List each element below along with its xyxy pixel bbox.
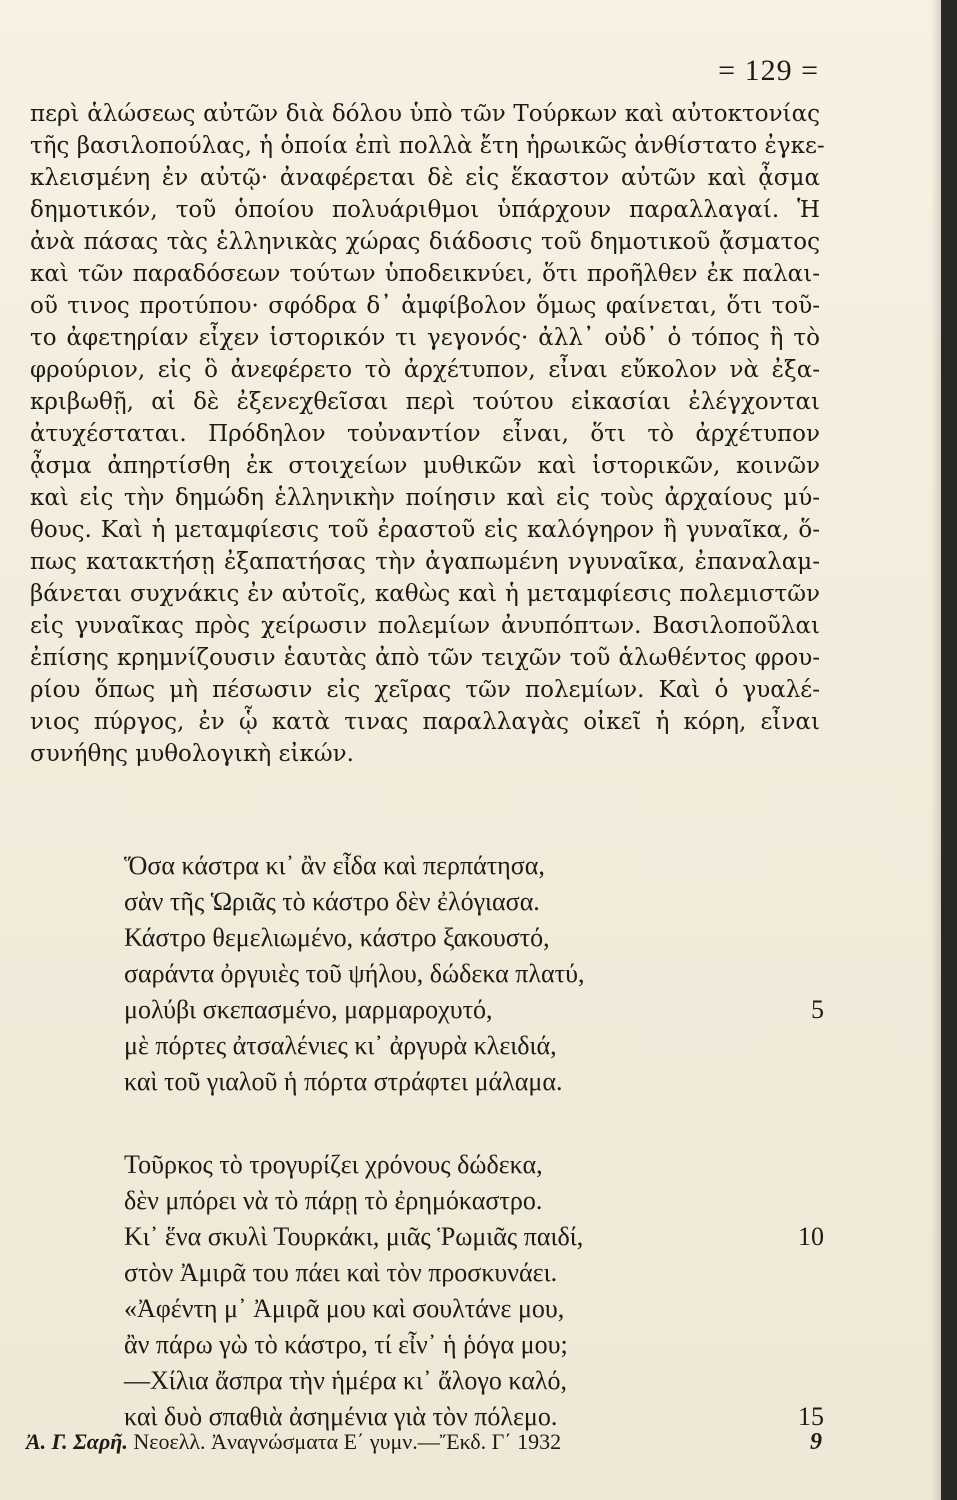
paragraph-line: ᾆσμα ἀπηρτίσθη ἐκ στοιχείων μυθικῶν καὶ ἱστορικῶν, κοινῶν — [30, 453, 820, 479]
page-footer — [26, 1429, 822, 1455]
poem-line-text: «Ἀφέντη μ᾽ Ἀμιρᾶ μου καὶ σουλτάνε μου, — [124, 1294, 565, 1323]
paragraph-line: ρίου ὅπως μὴ πέσωσιν εἰς χεῖρας τῶν πολεμίων. Καὶ ὁ γυαλέ- — [30, 677, 820, 703]
page-number-header: = 129 = — [718, 54, 819, 87]
poem-line-text: σαράντα ὀργυιὲς τοῦ ψήλου, δώδεκα πλατύ, — [124, 959, 585, 988]
paragraph-line: καὶ εἰς τὴν δημώδη ἑλληνικὴν ποίησιν καὶ εἰς τοὺς ἀρχαίους μύ- — [30, 485, 820, 511]
poem-line — [124, 1219, 824, 1255]
footer-signature: 9 — [810, 1429, 822, 1455]
paragraph-line: φρούριον, εἰς ὃ ἀνεφέρετο τὸ ἀρχέτυπον, εἶναι εὔκολον νὰ ἐξα- — [30, 357, 820, 383]
poem-line-text: μολύβι σκεπασμένο, μαρμαροχυτό, — [124, 995, 493, 1024]
poem-line — [124, 992, 824, 1028]
paragraph-line: κριβωθῇ, αἱ δὲ ἐξενεχθεῖσαι περὶ τούτου εἰκασίαι ἐλέγχονται — [30, 389, 820, 415]
poem-line-text: Κι᾽ ἕνα σκυλὶ Τουρκάκι, μιᾶς Ῥωμιᾶς παιδί, — [124, 1222, 584, 1251]
poem-line-text: σὰν τῆς Ὡριᾶς τὸ κάστρο δὲν ἐλόγιασα. — [124, 887, 540, 916]
poem-line — [124, 1255, 824, 1291]
paragraph-line: ἀνὰ πάσας τὰς ἑλληνικὰς χώρας διάδοσις τοῦ δημοτικοῦ ᾄσματος — [30, 229, 820, 255]
poem-line — [124, 1327, 824, 1363]
poem-line — [124, 848, 824, 884]
paragraph-line: κλεισμένη ἐν αὐτῷ· ἀναφέρεται δὲ εἰς ἕκαστον αὐτῶν καὶ ᾆσμα — [30, 165, 820, 191]
paragraph-line: εἰς γυναῖκας πρὸς χείρωσιν πολεμίων ἀνυπόπτων. Βασιλοποῦλαι — [30, 613, 820, 639]
poem-line — [124, 1147, 824, 1183]
poem-line — [124, 1028, 824, 1064]
poem-line — [124, 1064, 824, 1100]
paragraph-line: ἀτυχέσταται. Πρόδηλον τοὐναντίον εἶναι, ὅτι τὸ ἀρχέτυπον — [30, 421, 820, 447]
paragraph-line: τῆς βασιλοπούλας, ἡ ὁποία ἐπὶ πολλὰ ἔτη ἡρωικῶς ἀνθίστατο ἐγκε- — [30, 133, 825, 159]
paragraph-line: βάνεται συχνάκις ἐν αὐτοῖς, καθὼς καὶ ἡ μεταμφίεσις πολεμιστῶν — [30, 581, 820, 607]
scan-border-strip — [941, 0, 957, 1500]
poem-line-text: στὸν Ἀμιρᾶ του πάει καὶ τὸν προσκυνάει. — [124, 1258, 558, 1287]
paragraph-line: ἐπίσης κρημνίζουσιν ἑαυτὰς ἀπὸ τῶν τειχῶν τοῦ ἁλωθέντος φρου- — [30, 645, 820, 671]
poem-line — [124, 1183, 824, 1219]
poem-line-text: καὶ τοῦ γιαλοῦ ἡ πόρτα στράφτει μάλαμα. — [124, 1067, 563, 1096]
line-number: 5 — [811, 995, 824, 1024]
poem-stanza-2 — [124, 1147, 824, 1435]
paragraph-line: οῦ τινος προτύπου· σφόδρα δ᾽ ἀμφίβολον ὅμως φαίνεται, ὅτι τοῦ- — [30, 293, 820, 319]
line-number: 10 — [798, 1222, 824, 1251]
poem-line — [124, 1291, 824, 1327]
paragraph-line: πως κατακτήσῃ ἐξαπατήσας τὴν ἀγαπωμένη νγυναῖκα, ἐπαναλαμ- — [30, 549, 820, 575]
paragraph-line: δημοτικόν, τοῦ ὁποίου πολυάριθμοι ὑπάρχουν παραλλαγαί. Ἡ — [30, 197, 820, 223]
paragraph-line: νιος πύργος, ἐν ᾧ κατὰ τινας παραλλαγὰς οἰκεῖ ἡ κόρη, εἶναι — [30, 709, 820, 735]
line-number: 15 — [798, 1402, 824, 1431]
page-edge-shadow — [931, 0, 941, 1500]
poem-line — [124, 956, 824, 992]
poem-line — [124, 884, 824, 920]
paragraph-line: περὶ ἁλώσεως αὐτῶν διὰ δόλου ὑπὸ τῶν Τούρκων καὶ αὐτοκτονίας — [30, 101, 820, 127]
poem-line — [124, 920, 824, 956]
poem-line-text: μὲ πόρτες ἀτσαλένιες κι᾽ ἀργυρὰ κλειδιά, — [124, 1031, 557, 1060]
poem-line-text: —Χίλια ἄσπρα τὴν ἡμέρα κι᾽ ἄλογο καλό, — [124, 1366, 567, 1395]
poem-line-text: Ὅσα κάστρα κι᾽ ἂν εἶδα καὶ περπάτησα, — [124, 851, 545, 880]
paragraph-line: θους. Καὶ ἡ μεταμφίεσις τοῦ ἐραστοῦ εἰς καλόγηρον ἢ γυναῖκα, ὅ- — [30, 517, 820, 543]
poem-line — [124, 1363, 824, 1399]
footer-author: Ἀ. Γ. Σαρῆ. — [26, 1429, 128, 1454]
poem-stanza-1 — [124, 848, 824, 1100]
poem-line-text: Τοῦρκος τὸ τρογυρίζει χρόνους δώδεκα, — [124, 1150, 543, 1179]
poem-line-text: ἂν πάρω γὼ τὸ κάστρο, τί εἶν᾽ ἡ ῥόγα μου; — [124, 1330, 568, 1359]
poem-line-text: δὲν μπόρει νὰ τὸ πάρῃ τὸ ἐρημόκαστρο. — [124, 1186, 543, 1215]
poem-line-text: Κάστρο θεμελιωμένο, κάστρο ξακουστό, — [124, 923, 550, 952]
paragraph-line: το ἀφετηρίαν εἶχεν ἱστορικόν τι γεγονός· ἀλλ᾽ οὐδ᾽ ὁ τόπος ἢ τὸ — [30, 325, 820, 351]
footer-citation: Νεοελλ. Ἀναγνώσματα Ε΄ γυμν.—Ἔκδ. Γ΄ 1932 — [133, 1429, 562, 1454]
paragraph-line: καὶ τῶν παραδόσεων τούτων ὑποδεικνύει, ὅτι προῆλθεν ἐκ παλαι- — [30, 261, 820, 287]
prose-paragraph — [30, 98, 825, 770]
paragraph-line-last: συνήθης μυθολογικὴ εἰκών. — [30, 741, 354, 767]
poem-line-text: καὶ δυὸ σπαθιὰ ἀσημένια γιὰ τὸν πόλεμο. — [124, 1402, 558, 1431]
